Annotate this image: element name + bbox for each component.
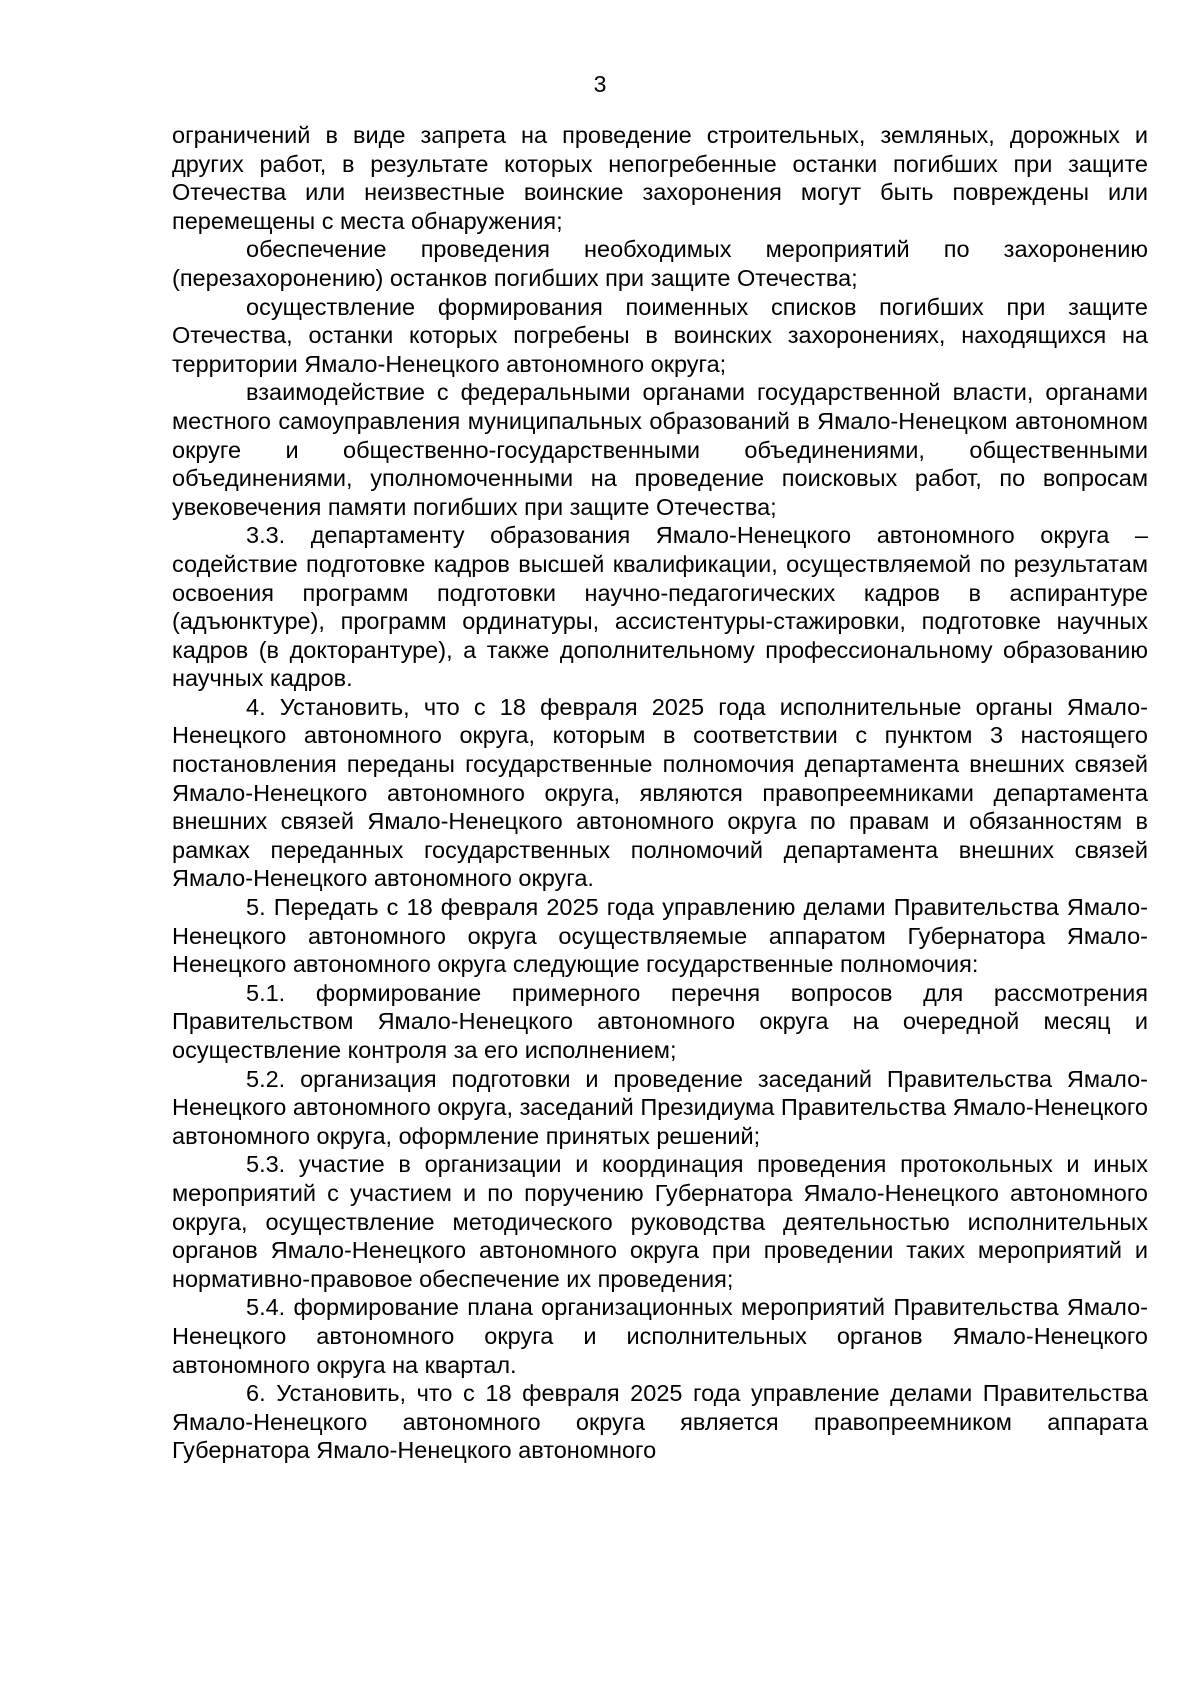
paragraph-5-3: 5.3. участие в организации и координация проведения протокольных и иных мероприятий с участием и по поручению Губернатора Ямало-Ненецкого автономного округа, осуществление методического руководства деятельностью исполнительных органов Ямало-Ненецкого автономного округа при проведении таких мероприятий и нормативно-правовое обеспечение их проведения; (172, 1151, 1148, 1292)
paragraph-5-2: 5.2. организация подготовки и проведение заседаний Правительства Ямало-Ненецкого автономного округа, заседаний Президиума Правительства Ямало-Ненецкого автономного округа, оформление принятых решений; (172, 1065, 1148, 1149)
paragraph-6: 6. Установить, что с 18 февраля 2025 года управление делами Правительства Ямало-Ненецкого автономного округа является правопреемником аппарата Губернатора Ямало-Ненецкого автономного (172, 1380, 1148, 1464)
paragraph-5-4: 5.4. формирование плана организационных мероприятий Правительства Ямало-Ненецкого автономного округа и исполнительных органов Ямало-Ненецкого автономного округа на квартал. (172, 1294, 1148, 1378)
paragraph-3-3: 3.3. департаменту образования Ямало-Ненецкого автономного округа – содействие подготовке кадров высшей квалификации, осуществляемой по результатам освоения программ подготовки научно-педагогических кадров в аспирантуре (адъюнктуре), программ ординатуры, ассистентуры-стажировки, подготовке научных кадров (в докторантуре), а также дополнительному профессиональному образованию научных кадров. (172, 522, 1148, 692)
paragraph-interaction: взаимодействие с федеральными органами государственной власти, органами местного самоуправления муниципальных образований в Ямало-Ненецком автономном округе и общественно-государственными объединениями, общественными объединениями, уполномоченными на проведение поисковых работ, по вопросам увековечения памяти погибших при защите Отечества; (172, 379, 1148, 520)
paragraph-5: 5. Передать с 18 февраля 2025 года управлению делами Правительства Ямало-Ненецкого автономного округа осуществляемые аппаратом Губернатора Ямало-Ненецкого автономного округа следующие государственные полномочия: (172, 894, 1148, 978)
document-body (172, 121, 1148, 1465)
paragraph-restrictions-continuation: ограничений в виде запрета на проведение строительных, земляных, дорожных и других работ, в результате которых непогребенные останки погибших при защите Отечества или неизвестные воинские захоронения могут быть повреждены или перемещены с места обнаружения; (172, 122, 1148, 234)
paragraph-4: 4. Установить, что с 18 февраля 2025 года исполнительные органы Ямало-Ненецкого автономного округа, которым в соответствии с пунктом 3 настоящего постановления переданы государственные полномочия департамента внешних связей Ямало-Ненецкого автономного округа, являются правопреемниками департамента внешних связей Ямало-Ненецкого автономного округа по правам и обязанностям в рамках переданных государственных полномочий департамента внешних связей Ямало-Ненецкого автономного округа. (172, 693, 1148, 892)
paragraph-reburial: обеспечение проведения необходимых мероприятий по захоронению (перезахоронению) останков погибших при защите Отечества; (172, 236, 1148, 291)
paragraph-name-lists: осуществление формирования поименных списков погибших при защите Отечества, останки которых погребены в воинских захоронениях, находящихся на территории Ямало-Ненецкого автономного округа; (172, 293, 1148, 377)
page-number: 3 (593, 71, 607, 97)
paragraph-5-1: 5.1. формирование примерного перечня вопросов для рассмотрения Правительством Ямало-Ненецкого автономного округа на очередной месяц и осуществление контроля за его исполнением; (172, 979, 1148, 1063)
